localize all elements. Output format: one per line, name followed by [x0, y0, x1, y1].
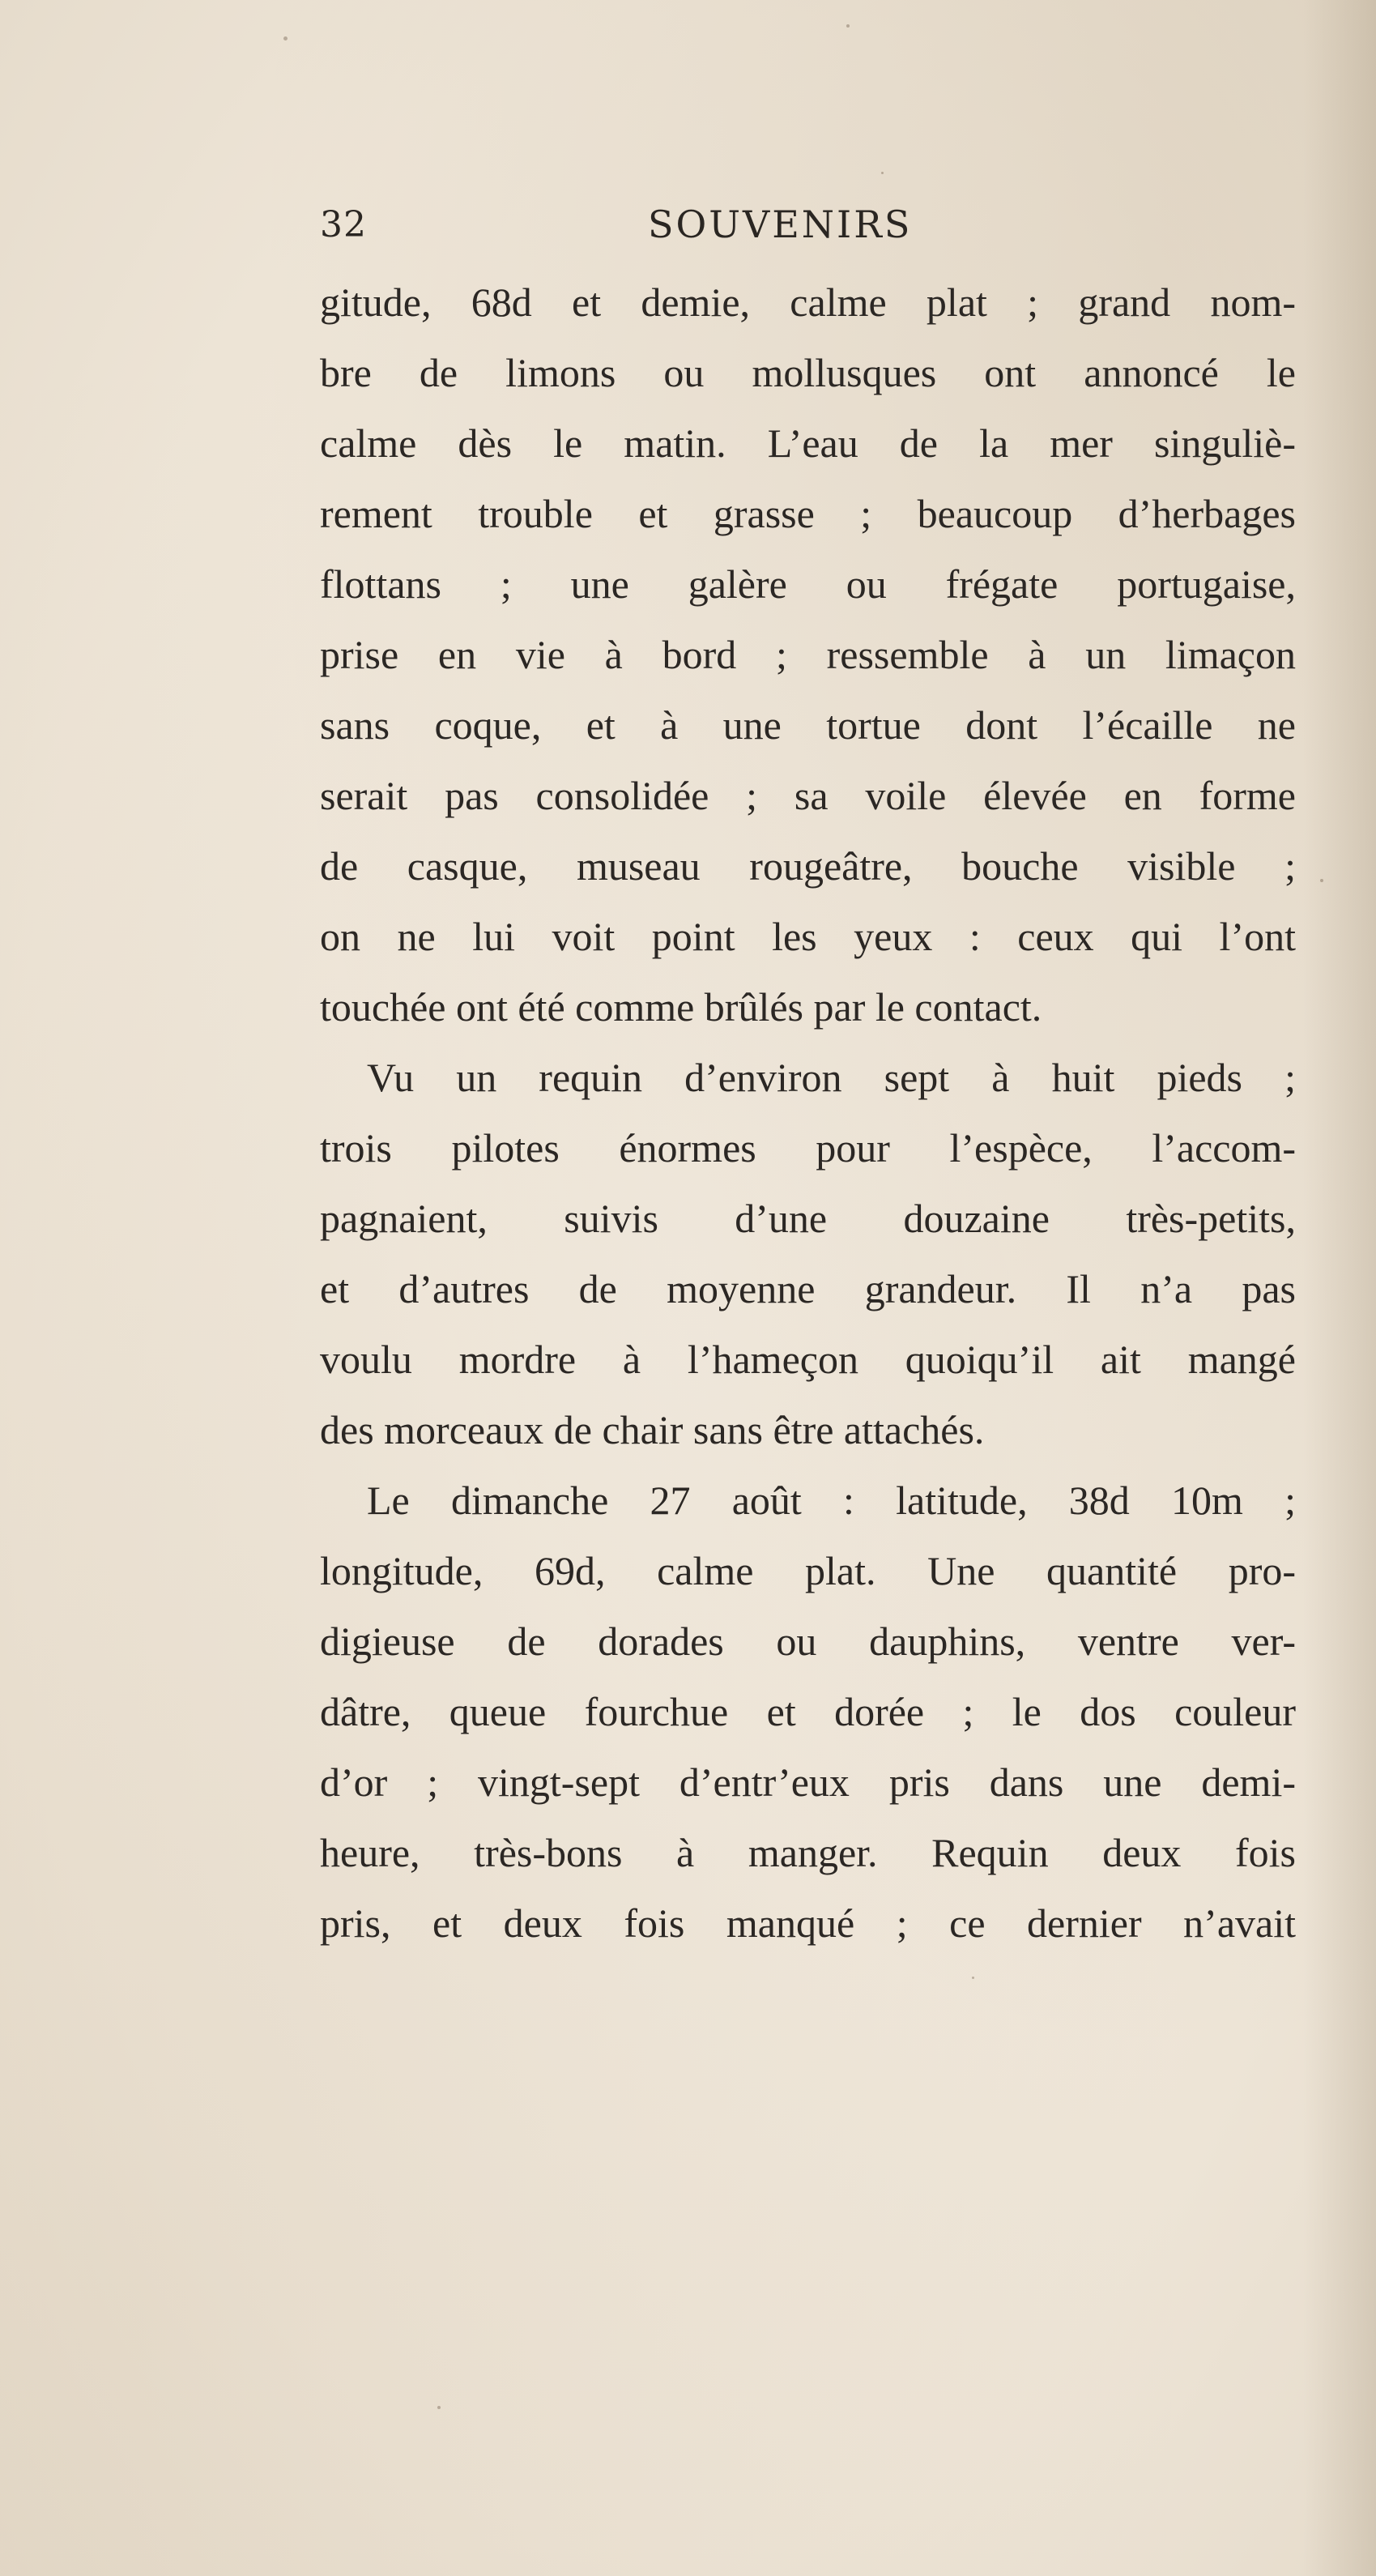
text-line: bre de limons ou mollusques ont annoncé le [320, 350, 1296, 395]
text-line: d’or ; vingt-sept d’entr’eux pris dans une demi- [320, 1759, 1296, 1805]
text-line: touchée ont été comme brûlés par le contact. [320, 984, 1042, 1030]
text-line: dâtre, queue fourchue et dorée ; le dos couleur [320, 1689, 1296, 1734]
text-line: Vu un requin d’environ sept à huit pieds ; [367, 1055, 1296, 1100]
text-line: gitude, 68d et demie, calme plat ; grand nom- [320, 279, 1296, 325]
paper-fleck [972, 1977, 974, 1979]
text-line: pris, et deux fois manqué ; ce dernier n’avait [320, 1900, 1296, 1946]
text-line: et d’autres de moyenne grandeur. Il n’a pas [320, 1266, 1296, 1311]
text-line: heure, très-bons à manger. Requin deux fois [320, 1830, 1296, 1875]
running-title: SOUVENIRS [648, 203, 913, 246]
body-text [320, 267, 1316, 1959]
text-line: calme dès le matin. L’eau de la mer singuliè- [320, 420, 1296, 466]
paper-fleck [846, 24, 850, 28]
paper-fleck [437, 2406, 441, 2409]
page-number: 32 [320, 204, 367, 245]
text-line: flottans ; une galère ou frégate portugaise, [320, 561, 1296, 607]
text-line: Le dimanche 27 août : latitude, 38d 10m ; [367, 1478, 1296, 1523]
text-line: digieuse de dorades ou dauphins, ventre ver- [320, 1619, 1296, 1664]
text-line: trois pilotes énormes pour l’espèce, l’accom- [320, 1125, 1296, 1171]
text-line: des morceaux de chair sans être attachés. [320, 1407, 985, 1452]
page-header [320, 194, 984, 259]
text-line: sans coque, et à une tortue dont l’écaille ne [320, 702, 1296, 748]
text-line: de casque, museau rougeâtre, bouche visible ; [320, 843, 1296, 889]
paper-fleck [881, 172, 884, 174]
text-line: longitude, 69d, calme plat. Une quantité pro- [320, 1548, 1296, 1593]
paper-fleck [283, 36, 288, 41]
text-line: pagnaient, suivis d’une douzaine très-petits, [320, 1196, 1296, 1241]
text-line: prise en vie à bord ; ressemble à un limaçon [320, 632, 1296, 677]
text-line: rement trouble et grasse ; beaucoup d’herbages [320, 491, 1296, 536]
text-line: serait pas consolidée ; sa voile élevée en forme [320, 773, 1296, 818]
text-line: on ne lui voit point les yeux : ceux qui l’ont [320, 914, 1296, 959]
paper-fleck [1320, 879, 1323, 882]
text-line: voulu mordre à l’hameçon quoiqu’il ait mangé [320, 1337, 1296, 1382]
